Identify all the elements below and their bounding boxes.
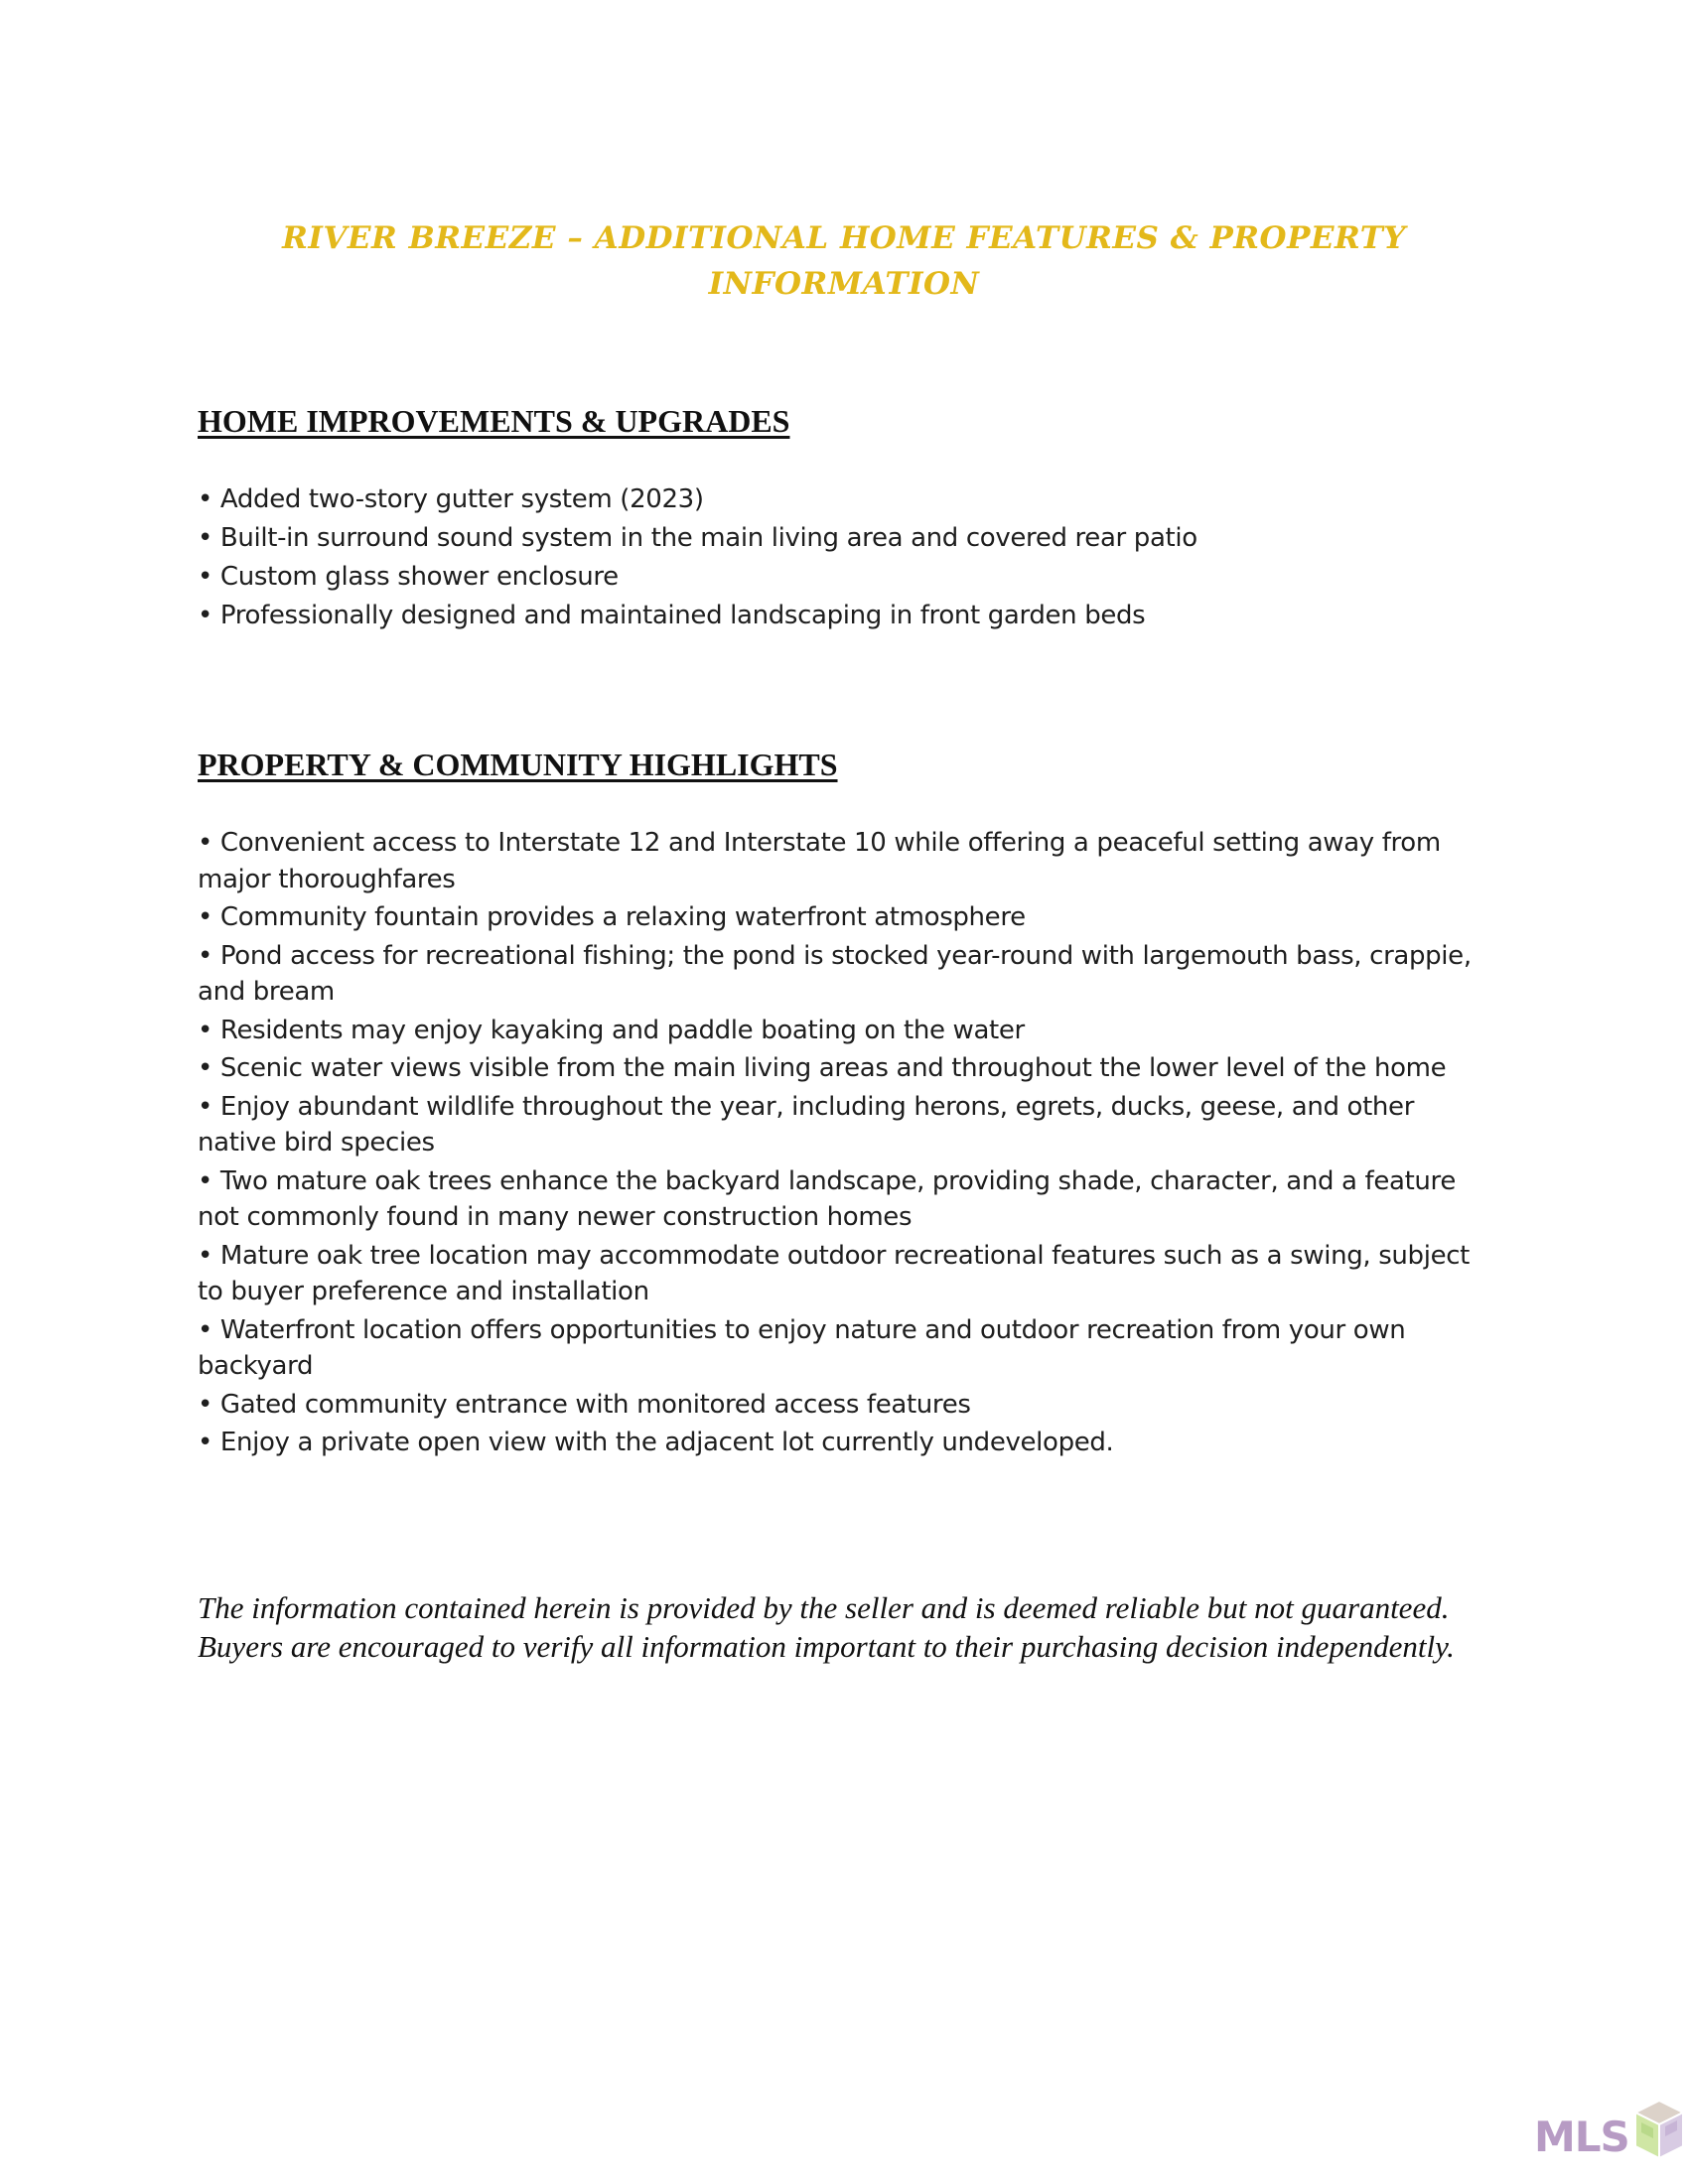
- home-improvements-list: [198, 480, 1498, 635]
- section-heading-community-highlights: PROPERTY & COMMUNITY HIGHLIGHTS: [198, 747, 838, 782]
- list-item: • Mature oak tree location may accommodate outdoor recreational features such as a swing, subject to buyer preference and installation: [198, 1238, 1498, 1310]
- document-title-line-1: RIVER BREEZE – ADDITIONAL HOME FEATURES & PROPERTY: [282, 219, 1406, 256]
- list-item: • Convenient access to Interstate 12 and Interstate 10 while offering a peaceful setting away from major thoroughfares: [198, 825, 1498, 897]
- disclaimer: [198, 1588, 1528, 1666]
- disclaimer-line-1: The information contained herein is provided by the seller and is deemed reliable but not guaranteed.: [198, 1590, 1450, 1625]
- section-heading-home-improvements: HOME IMPROVEMENTS & UPGRADES: [198, 403, 790, 439]
- list-item: • Custom glass shower enclosure: [198, 558, 1498, 597]
- list-item: • Gated community entrance with monitored access features: [198, 1387, 1498, 1424]
- mls-watermark-logo: [1534, 2097, 1683, 2176]
- list-item: • Added two-story gutter system (2023): [198, 480, 1498, 519]
- mls-cube-icon: [1631, 2097, 1687, 2170]
- list-item: • Built-in surround sound system in the main living area and covered rear patio: [198, 519, 1498, 558]
- list-item: • Professionally designed and maintained landscaping in front garden beds: [198, 597, 1498, 635]
- mls-logo-text: MLS: [1534, 2113, 1629, 2161]
- community-highlights-list: [198, 825, 1498, 1461]
- list-item: • Waterfront location offers opportunities to enjoy nature and outdoor recreation from your own backyard: [198, 1312, 1498, 1385]
- list-item: • Residents may enjoy kayaking and paddle boating on the water: [198, 1013, 1498, 1049]
- list-item: • Scenic water views visible from the main living areas and throughout the lower level of the home: [198, 1050, 1498, 1087]
- document-title: [0, 215, 1688, 307]
- disclaimer-line-2: Buyers are encouraged to verify all information important to their purchasing decision independently.: [198, 1629, 1455, 1664]
- list-item: • Enjoy a private open view with the adjacent lot currently undeveloped.: [198, 1425, 1498, 1461]
- list-item: • Enjoy abundant wildlife throughout the year, including herons, egrets, ducks, geese, and other native bird species: [198, 1089, 1498, 1161]
- list-item: • Community fountain provides a relaxing waterfront atmosphere: [198, 899, 1498, 936]
- document-title-line-2: INFORMATION: [708, 265, 980, 302]
- list-item: • Pond access for recreational fishing; the pond is stocked year-round with largemouth bass, crappie, and bream: [198, 938, 1498, 1011]
- list-item: • Two mature oak trees enhance the backyard landscape, providing shade, character, and a feature not commonly found in many newer construction homes: [198, 1163, 1498, 1236]
